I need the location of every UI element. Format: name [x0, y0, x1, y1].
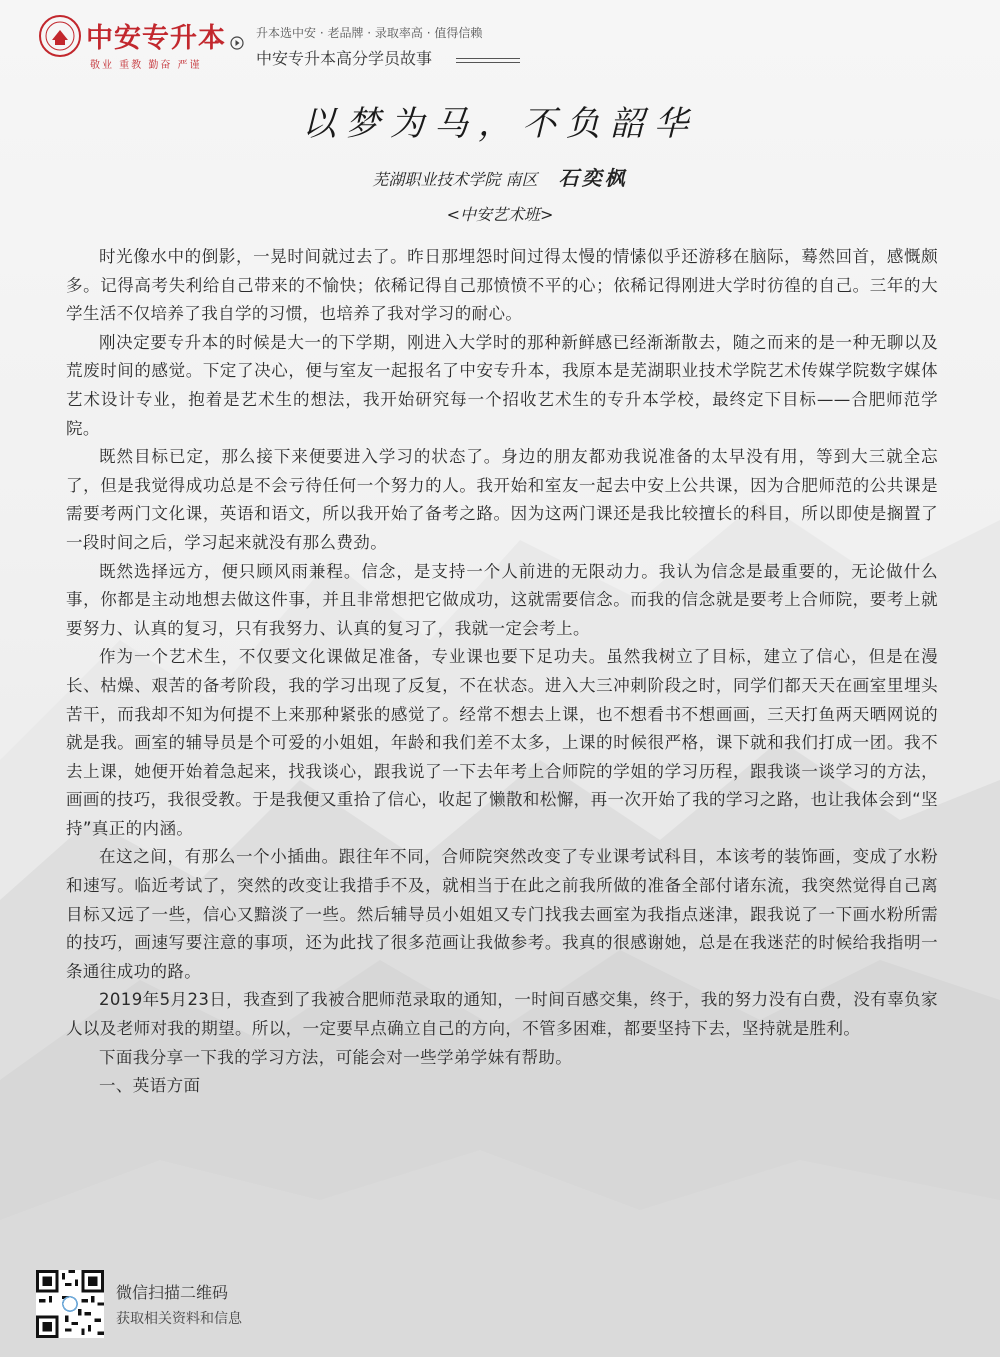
tagline: 升本选中安 · 老品牌 · 录取率高 · 值得信赖 — [256, 26, 483, 40]
header — [0, 0, 1000, 90]
school-seal-logo-icon — [38, 14, 82, 58]
paragraph: 2019年5月23日，我查到了我被合肥师范录取的通知，一时间百感交集，终于，我的努力没有白费，没有辜负家人以及老师对我的期望。所以，一定要早点确立自己的方向，不管多困难，都要坚持下去，坚持就是胜利。 — [66, 990, 938, 1039]
paragraph: 刚决定要专升本的时候是大一的下学期，刚进入大学时的那种新鲜感已经渐渐散去，随之而来的是一种无聊以及荒废时间的感觉。下定了决心，便与室友一起报名了中安专升本，我原本是芜湖职业技术学院艺术传媒学院数字媒体艺术设计专业，抱着是艺术生的想法，我开始研究每一个招收艺术生的专升本学校，最终定下目标——合肥师范学院。 — [66, 332, 938, 438]
brand-name: 中安专升本 — [86, 23, 226, 54]
decorative-rule — [456, 62, 520, 63]
author-school: 芜湖职业技术学院 南区 — [372, 170, 538, 189]
footer — [36, 1270, 436, 1340]
article-title: 以梦为马，不负韶华 — [302, 104, 698, 144]
article-body — [66, 243, 938, 1101]
paragraph: 作为一个艺术生，不仅要文化课做足准备，专业课也要下足功夫。虽然我树立了目标，建立了信心，但是在漫长、枯燥、艰苦的备考阶段，我的学习出现了反复，不在状态。进入大三冲刺阶段之时，同学们都天天在画室里埋头苦干，而我却不知为何提不上来那种紧张的感觉了。经常不想去上课，也不想看书不想画画，三天打鱼两天晒网说的就是我。画室的辅导员是个可爱的小姐姐，年龄和我们差不太多，上课的时候很严格，课下就和我们打成一团。我不去上课，她便开始着急起来，找我谈心，跟我说了一下去年考上合师院的学姐的学习历程，跟我谈一谈学习的方法，画画的技巧，我很受教。于是我便又重拾了信心，收起了懒散和松懈，再一次开始了我的学习之路，也让我体会到“坚持”真正的内涵。 — [66, 647, 938, 838]
class-tag: <中安艺术班> — [446, 205, 554, 224]
series-title: 中安专升本高分学员故事 — [256, 49, 433, 68]
get-info-text: 获取相关资料和信息 — [116, 1311, 242, 1327]
play-circle-icon — [230, 36, 244, 50]
paragraph: 在这之间，有那么一个小插曲。跟往年不同，合师院突然改变了专业课考试科目，本该考的装饰画，变成了水粉和速写。临近考试了，突然的改变让我措手不及，就相当于在此之前我所做的准备全部付诸东流，我突然觉得自己离目标又远了一些，信心又黯淡了一些。然后辅导员小姐姐又专门找我去画室为我指点迷津，跟我说了一下画水粉所需的技巧，画速写要注意的事项，还为此找了很多范画让我做参考。我真的很感谢她，总是在我迷茫的时候给我指明一条通往成功的路。 — [66, 847, 938, 981]
section-heading: 一、英语方面 — [99, 1076, 201, 1096]
brand-motto: 敬业 重教 勤奋 严谨 — [90, 60, 202, 71]
paragraph: 下面我分享一下我的学习方法，可能会对一些学弟学妹有帮助。 — [99, 1047, 573, 1067]
decorative-rule — [456, 58, 520, 59]
paragraph: 时光像水中的倒影，一晃时间就过去了。昨日那埋怨时间过得太慢的情愫似乎还游移在脑际，蓦然回首，感慨颇多。记得高考失利给自己带来的不愉快；依稀记得自己那愤愤不平的心；依稀记得刚进大学时彷徨的自己。三年的大学生活不仅培养了我自学的习惯，也培养了我对学习的耐心。 — [66, 247, 938, 324]
byline — [0, 162, 1000, 191]
paragraph: 既然目标已定，那么接下来便要进入学习的状态了。身边的朋友都劝我说准备的太早没有用，等到大三就全忘了，但是我觉得成功总是不会亏待任何一个努力的人。我开始和室友一起去中安上公共课，因为合肥师范的公共课是需要考两门文化课，英语和语文，所以我开始了备考之路。因为这两门课还是我比较擅长的科目，所以即使是搁置了一段时间之后，学习起来就没有那么费劲。 — [66, 447, 938, 552]
paragraph: 既然选择远方，便只顾风雨兼程。信念，是支持一个人前进的无限动力。我认为信念是最重要的，无论做什么事，你都是主动地想去做这件事，并且非常想把它做成功，这就需要信念。而我的信念就是要考上合师院，要考上就要努力、认真的复习，只有我努力、认真的复习了，我就一定会考上。 — [66, 561, 938, 638]
qr-code-icon[interactable] — [36, 1270, 104, 1338]
author-name: 石奕枫 — [558, 166, 628, 190]
scan-qr-text: 微信扫描二维码 — [116, 1283, 229, 1302]
